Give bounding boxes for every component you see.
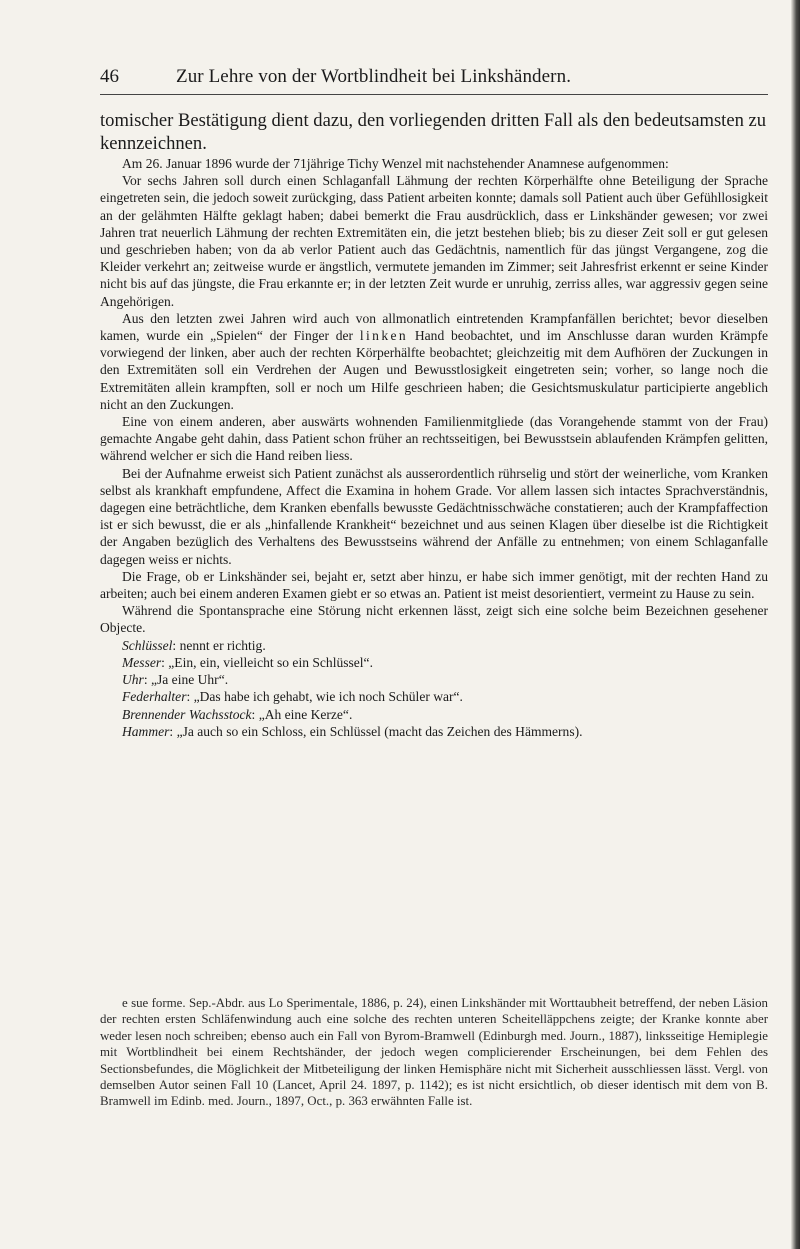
object-term: Hammer	[122, 723, 170, 739]
object-response: : „Ein, ein, vielleicht so ein Schlüssel“.	[161, 654, 373, 670]
object-entry	[100, 723, 768, 740]
object-entry	[100, 654, 768, 671]
page-number: 46	[100, 66, 119, 87]
object-entry	[100, 671, 768, 688]
footnote-text: e sue forme. Sep.-Abdr. aus Lo Sperimentale, 1886, p. 24), einen Linkshänder mit Worttaubheit betreffend, der neben Läsion der rechten ersten Schläfenwindung auch eine solche des rechten unteren Scheitelläppchens zeigte; der Kranke konnte aber weder lesen noch schreiben; ebenso auch ein Fall von Byrom-Bramwell (Edinburgh med. Journ., 1887), linksseitige Hemiplegie mit Wortblindheit bei einem Rechtshänder, der jedoch wegen complicierender Erscheinungen, bei dem Fehlen des Sectionsbefundes, die Möglichkeit der Mitbeteiligung der linken Hemisphäre nicht mit Sicherheit ausschliessen lässt. Vergl. von demselben Autor seinen Fall 10 (Lancet, April 24. 1897, p. 1142); es ist nicht ersichtlich, ob dieser identisch mit dem von B. Bramwell im Edinb. med. Journ., 1897, Oct., p. 363 erwähnten Falle ist.	[100, 996, 768, 1109]
object-term: Uhr	[122, 672, 144, 688]
object-response: : nennt er richtig.	[172, 637, 266, 653]
main-text	[100, 110, 768, 740]
paragraph: Am 26. Januar 1896 wurde der 71jährige Tichy Wenzel mit nachstehender Anamnese aufgenommen:	[122, 156, 669, 171]
paragraph: Eine von einem anderen, aber auswärts wohnenden Familienmitgliede (das Vorangehende stammt von der Frau) gemachte Angabe geht dahin, dass Patient schon früher an rechtsseitigen, bei Bewusstsein ablaufenden Krämpfen gelitten, während welcher er sich die Hand reiben liess.	[100, 414, 768, 464]
spaced-word: linken	[359, 328, 409, 344]
paragraph	[100, 310, 768, 413]
page-edge-shadow	[791, 0, 800, 1249]
object-term: Messer	[122, 654, 162, 670]
paragraph-part: Aus den letzten zwei Jahren wird auch von allmonatlich eintretenden Krampfanfällen berichtet; bevor dieselben kamen, wurde ein „Spielen“ der Finger der	[100, 310, 768, 344]
paragraph: Während die Spontansprache eine Störung nicht erkennen lässt, zeigt sich eine solche beim Bezeichnen gesehener Objecte.	[100, 603, 768, 636]
object-term: Brennender Wachsstock	[122, 706, 252, 722]
object-term: Federhalter	[122, 689, 187, 705]
object-response: : „Ah eine Kerze“.	[251, 706, 353, 722]
object-entry	[100, 706, 768, 723]
paragraph-part: Hand beobachtet, und im Anschlusse daran wurden Krämpfe vorwiegend der linken, aber auch der rechten Körperhälfte beobachtet; gleichzeitig mit dem Aufhören der Zuckungen in den Extremitäten soll ein Verdrehen der Augen und Bewusstlosigkeit eingetreten sein; vorher, so lange noch die Extremitäten allein krampften, soll er noch um Hilfe geschrieen haben; die Gesichtsmuskulatur participierte angeblich nicht an den Zuckungen.	[100, 328, 769, 412]
paragraph: Vor sechs Jahren soll durch einen Schlaganfall Lähmung der rechten Körperhälfte ohne Beteiligung der Sprache eingetreten sein, die jedoch soweit zurückging, dass Patient arbeiten konnte; damals soll Patient auch über Gefühllosigkeit an der gelähmten Hälfte geklagt haben; dabei bemerkt die Frau ausdrücklich, dass er Linkshänder gewesen; vor zwei Jahren trat neuerlich Lähmung der rechten Extremitäten ein, die jetzt bestehen blieb; bis zu dieser Zeit soll er gut gelesen und geschrieben haben; von da ab verlor Patient auch das Gedächtnis, namentlich für das jüngst Vergangene, zog die Kleider verkehrt an; zeitweise wurde er ängstlich, vermutete jemanden im Zimmer; seit Jahresfrist erkennt er seine Kinder nicht bis auf das jüngste, die Frau erkannte er; in der letzten Zeit wurde er unruhig, zerriss alles, war aggressiv gegen seine Angehörigen.	[100, 173, 768, 309]
paragraph: Bei der Aufnahme erweist sich Patient zunächst als ausserordentlich rührselig und stört der weinerliche, vom Kranken selbst als krankhaft empfundene, Affect die Examina in hohem Grade. Vor allem lassen sich intactes Sprachverständnis, dagegen eine beträchtliche, dem Kranken ebenfalls bewusste Gedächtnisschwäche constatieren; auch der Krampfaffection ist er sich bewusst, die er als „hinfallende Krankheit“ bezeichnet und aus seinen Klagen über dieselbe ist die Richtigkeit der Angaben bezüglich des Verhaltens des Bewusstseins während der Anfälle zu entnehmen; von einem Schlaganfalle dagegen weiss er nichts.	[100, 465, 768, 567]
object-response: : „Ja eine Uhr“.	[143, 672, 229, 688]
lead-sentence: tomischer Bestätigung dient dazu, den vorliegenden dritten Fall als den bedeutsamsten zu kennzeichnen.	[100, 110, 767, 154]
object-term: Schlüssel	[122, 637, 173, 653]
object-response: : „Ja auch so ein Schloss, ein Schlüssel (macht das Zeichen des Hämmerns).	[169, 723, 583, 739]
paragraph: Die Frage, ob er Linkshänder sei, bejaht er, setzt aber hinzu, er habe sich immer genötigt, mit der rechten Hand zu arbeiten; auch bei einem anderen Examen giebt er so etwas an. Patient ist meist desorientiert, vermeint zu Hause zu sein.	[100, 568, 768, 602]
object-entry	[100, 688, 768, 705]
object-entry	[100, 637, 768, 654]
footnote	[100, 995, 768, 1110]
page-header	[100, 66, 768, 95]
running-title: Zur Lehre von der Wortblindheit bei Linkshändern.	[176, 66, 572, 87]
object-response: : „Das habe ich gehabt, wie ich noch Schüler war“.	[186, 689, 463, 705]
